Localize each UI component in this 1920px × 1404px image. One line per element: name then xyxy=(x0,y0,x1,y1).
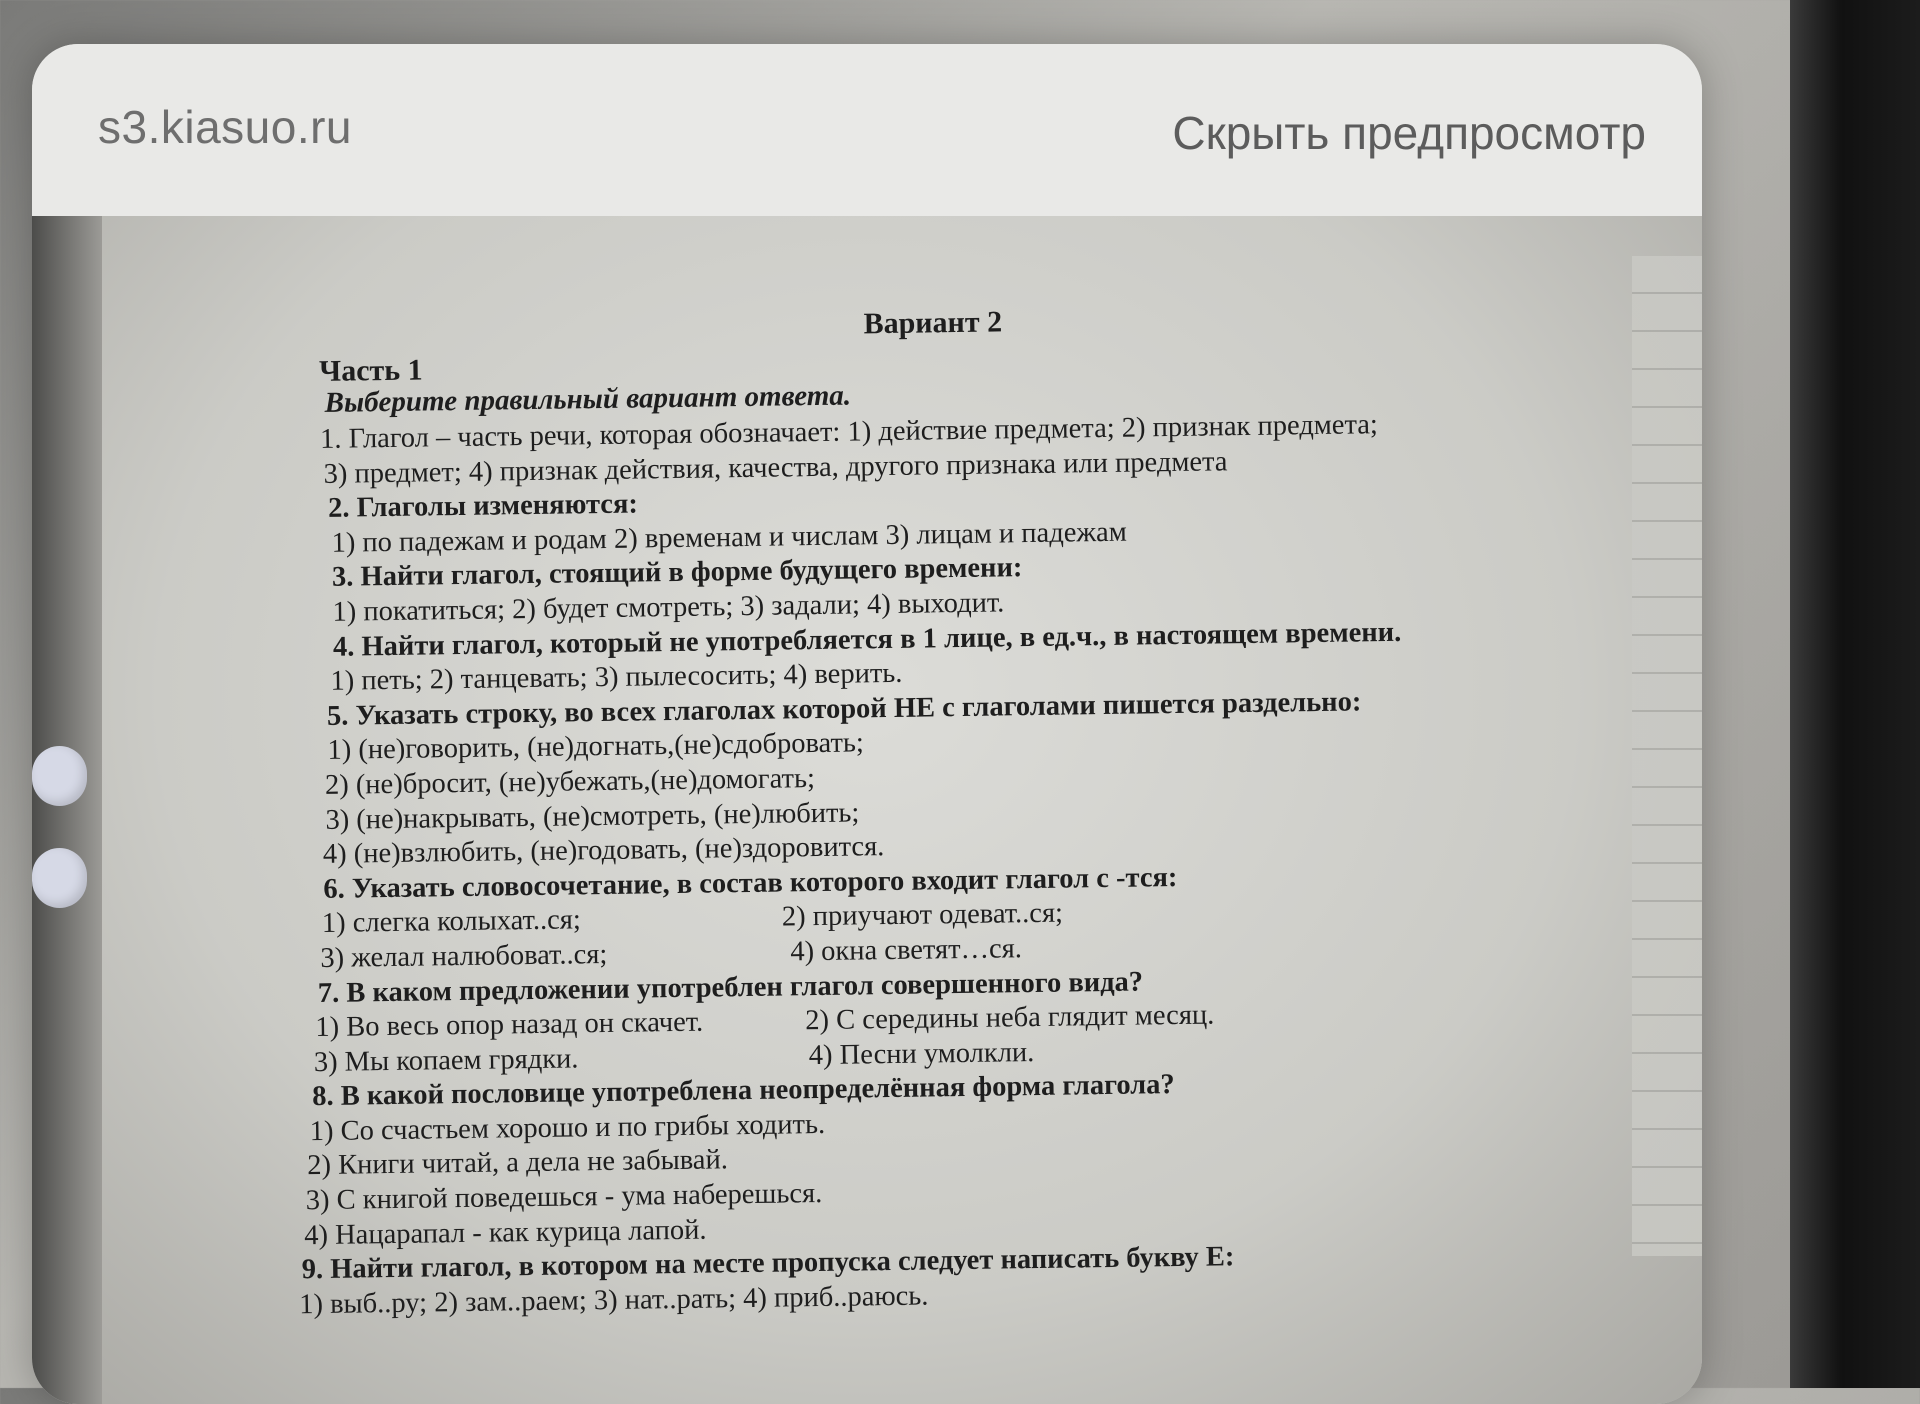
worksheet-instruction: Выберите правильный вариант ответа. xyxy=(324,379,852,419)
worksheet-line-text: 3) предмет; 4) признак действия, качества, другого признака или предмета xyxy=(323,445,1228,490)
worksheet-line-option: 2) приучают одеват..ся; xyxy=(781,897,1064,933)
worksheet-line-text: 5. Указать строку, во всех глаголах которой НЕ с глаголами пишется раздельно: xyxy=(326,686,1362,732)
worksheet-line-text: 1) выб..ру; 2) зам..раем; 3) нат..рать; 4) приб..раюсь. xyxy=(298,1280,929,1321)
worksheet-questions xyxy=(245,405,1587,1323)
finger-tip xyxy=(32,848,87,908)
finger-tip xyxy=(32,746,87,806)
worksheet-line-text: 3) С книгой поведешься - ума наберешься. xyxy=(305,1178,823,1217)
link-preview-card[interactable] xyxy=(32,44,1702,1404)
worksheet-line-text: 1) Со счастьем хорошо и по грибы ходить. xyxy=(309,1108,826,1148)
hide-preview-button[interactable]: Скрыть предпросмотр xyxy=(1172,107,1646,159)
worksheet-line-text: 6. Указать словосочетание, в состав которого входит глагол с -тся: xyxy=(323,861,1178,905)
worksheet-line-option: 4) Песни умолкли. xyxy=(808,1036,1035,1071)
worksheet-line-text: 1) покатиться; 2) будет смотреть; 3) задали; 4) выходит. xyxy=(332,587,1005,628)
worksheet-line-text: 4. Найти глагол, который не употребляется в 1 лице, в ед.ч., в настоящем времени. xyxy=(332,616,1402,663)
worksheet-line-option: 4) окна светят…ся. xyxy=(790,933,1023,968)
worksheet-line-text: 3) желал налюбоват..ся; xyxy=(320,938,608,974)
worksheet-line-text: 4) (не)взлюбить, (не)годовать, (не)здоровится. xyxy=(322,831,885,871)
worksheet-part: Часть 1 xyxy=(318,353,423,388)
worksheet-line-text: 2) Книги читай, а дела не забывай. xyxy=(307,1144,729,1182)
worksheet-line-text: 9. Найти глагол, в котором на месте пропуска следует написать букву Е: xyxy=(301,1241,1235,1286)
worksheet-line-option: 2) С середины неба глядит месяц. xyxy=(805,999,1215,1037)
worksheet-line-text: 8. В какой пословице употреблена неопределённая форма глагола? xyxy=(312,1069,1175,1113)
worksheet-paper xyxy=(242,197,1588,1403)
worksheet-line-text: 2. Глаголы изменяются: xyxy=(327,488,639,525)
worksheet-variant: Вариант 2 xyxy=(863,305,1003,341)
worksheet-line-text: 3) (не)накрывать, (не)смотреть, (не)любить; xyxy=(325,796,860,836)
worksheet-line-text: 1) по падежам и родам 2) временам и числам 3) лицам и падежам xyxy=(331,516,1127,559)
worksheet-line-text: 3) Мы копаем грядки. xyxy=(313,1043,579,1078)
preview-header xyxy=(32,44,1702,216)
worksheet-line-text: 1) Во весь опор назад он скачет. xyxy=(315,1006,704,1044)
worksheet-line-text: 3. Найти глагол, стоящий в форме будущего времени: xyxy=(331,552,1023,594)
page-curl-shadow xyxy=(32,216,102,1404)
worksheet-line-text: 1) (не)говорить, (не)догнать,(не)сдобровать; xyxy=(327,727,865,767)
worksheet-line-text: 1) петь; 2) танцевать; 3) пылесосить; 4) верить. xyxy=(330,657,903,697)
background-notebook xyxy=(1632,256,1702,1256)
worksheet-line-text: 1) слегка колыхат..ся; xyxy=(321,904,582,940)
worksheet-line-text: 4) Нацарапал - как курица лапой. xyxy=(304,1214,707,1251)
worksheet-line-text: 1. Глагол – часть речи, которая обозначает: 1) действие предмета; 2) признак предмета; xyxy=(319,409,1379,455)
worksheet-line-text: 7. В каком предложении употреблен глагол совершенного вида? xyxy=(317,965,1144,1009)
worksheet-line-text: 2) (не)бросит, (не)убежать,(не)домогать; xyxy=(324,762,816,801)
preview-url[interactable]: s3.kiasuo.ru xyxy=(98,101,353,153)
preview-image xyxy=(32,216,1702,1404)
phone-bezel xyxy=(1790,0,1920,1388)
